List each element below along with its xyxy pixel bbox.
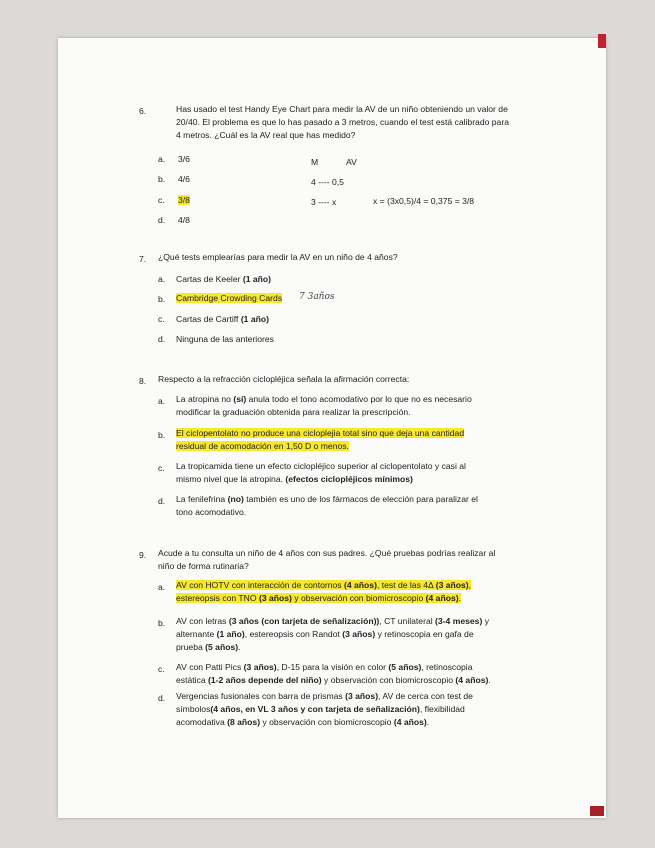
q8-a-letter: a. [158, 396, 166, 406]
q9-a-line-2: estereopsis con TNO (3 años) y observación con biomicroscopio (4 años). [176, 593, 461, 603]
q6-calc-row1: 4 ---- 0,5 [311, 177, 344, 187]
q8-number: 8. [139, 376, 147, 386]
q9-c-line-2: estática (1-2 años depende del niño) y observación con biomicroscopio (4 años). [176, 675, 491, 685]
q9-d-line-3: acomodativa (8 años) y observación con biomicroscopio (4 años). [176, 717, 430, 727]
q6-c-letter: c. [158, 195, 165, 205]
q8-c-line-1: La tropicamida tiene un efecto ciclopléjico superior al ciclopentolato y casi al [176, 461, 466, 471]
q7-c-text: Cartas de Cartiff (1 año) [176, 314, 269, 324]
q7-number: 7. [139, 254, 147, 264]
q9-a-line-1: AV con HOTV con interacción de contornos (4 años), test de las 4Δ (3 años), [176, 580, 472, 590]
q9-a-letter: a. [158, 582, 166, 592]
q8-a-line-1: La atropina no (sí) anula todo el tono acomodativo por lo que no es necesario [176, 394, 472, 404]
q7-a-letter: a. [158, 274, 166, 284]
q7-b-text: Cambridge Crowding Cards [176, 293, 283, 303]
q8-b-line-1: El ciclopentolato no produce una cicloplejia total sino que deja una cantidad [176, 428, 465, 438]
q9-b-line-3: prueba (5 años). [176, 642, 241, 652]
q7-question: ¿Qué tests emplearías para medir la AV en un niño de 4 años? [158, 252, 398, 262]
q9-number: 9. [139, 550, 147, 560]
q8-question: Respecto a la refracción ciclopléjica señala la afirmación correcta: [158, 374, 410, 384]
q9-c-line-1: AV con Patti Pics (3 años), D-15 para la visión en color (5 años), retinoscopia [176, 662, 473, 672]
q6-line-3: 4 metros. ¿Cuál es la AV real que has medido? [176, 130, 356, 140]
q8-a-line-2: modificar la graduación obtenida para realizar la prescripción. [176, 407, 411, 417]
q7-a-text: Cartas de Keeler (1 año) [176, 274, 272, 284]
q6-d-text: 4/8 [178, 215, 190, 225]
q7-d-letter: d. [158, 334, 166, 344]
q9-d-line-2: símbolos(4 años, en VL 3 años y con tarjeta de señalización), flexibilidad [176, 704, 465, 714]
q6-a-text: 3/6 [178, 154, 190, 164]
q6-d-letter: d. [158, 215, 166, 225]
q6-line-1: Has usado el test Handy Eye Chart para medir la AV de un niño obteniendo un valor de [176, 104, 508, 114]
q6-b-text: 4/6 [178, 174, 190, 184]
q9-b-line-1: AV con letras (3 años (con tarjeta de señalización)), CT unilateral (3-4 meses) y [176, 616, 490, 626]
q6-line-2: 20/40. El problema es que lo has pasado a 3 metros, cuando el test está calibrado para [176, 117, 509, 127]
q9-d-line-1: Vergencias fusionales con barra de prismas (3 años), AV de cerca con test de [176, 691, 473, 701]
q8-c-line-2: mismo nivel que la atropina. (efectos ciclopléjicos mínimos) [176, 474, 413, 484]
q6-calc-m: M [311, 157, 319, 167]
q6-number: 6. [139, 106, 147, 116]
q7-c-letter: c. [158, 314, 165, 324]
q6-a-letter: a. [158, 154, 166, 164]
q6-calc-av: AV [346, 157, 357, 167]
q9-c-letter: c. [158, 664, 165, 674]
q7-b-letter: b. [158, 294, 166, 304]
q9-line-2: niño de forma rutinaria? [158, 561, 249, 571]
q9-b-line-2: alternante (1 año), estereopsis con Randot (3 años) y retinoscopia en gafa de [176, 629, 474, 639]
q6-calc-formula: x = (3x0,5)/4 = 0,375 = 3/8 [373, 196, 475, 206]
q7-handwritten-note: 7 3años [299, 292, 335, 302]
q9-line-1: Acude a tu consulta un niño de 4 años con sus padres. ¿Qué pruebas podrías realizar al [158, 548, 496, 558]
q7-d-text: Ninguna de las anteriores [176, 334, 274, 344]
q8-b-letter: b. [158, 430, 166, 440]
q8-d-line-1: La fenilefrina (no) también es uno de los fármacos de elección para paralizar el [176, 494, 478, 504]
q6-b-letter: b. [158, 174, 166, 184]
q8-d-letter: d. [158, 496, 166, 506]
q8-b-line-2: residual de acomodación en 1,50 D o menos. [176, 441, 349, 451]
red-edge-mark-bottom [590, 806, 604, 816]
q8-d-line-2: tono acomodativo. [176, 507, 247, 517]
q6-calc-row2: 3 ---- x [311, 197, 337, 207]
red-edge-mark [598, 34, 606, 48]
q8-c-letter: c. [158, 463, 165, 473]
q9-b-letter: b. [158, 618, 166, 628]
q9-d-letter: d. [158, 693, 166, 703]
q6-c-text: 3/8 [178, 195, 190, 205]
